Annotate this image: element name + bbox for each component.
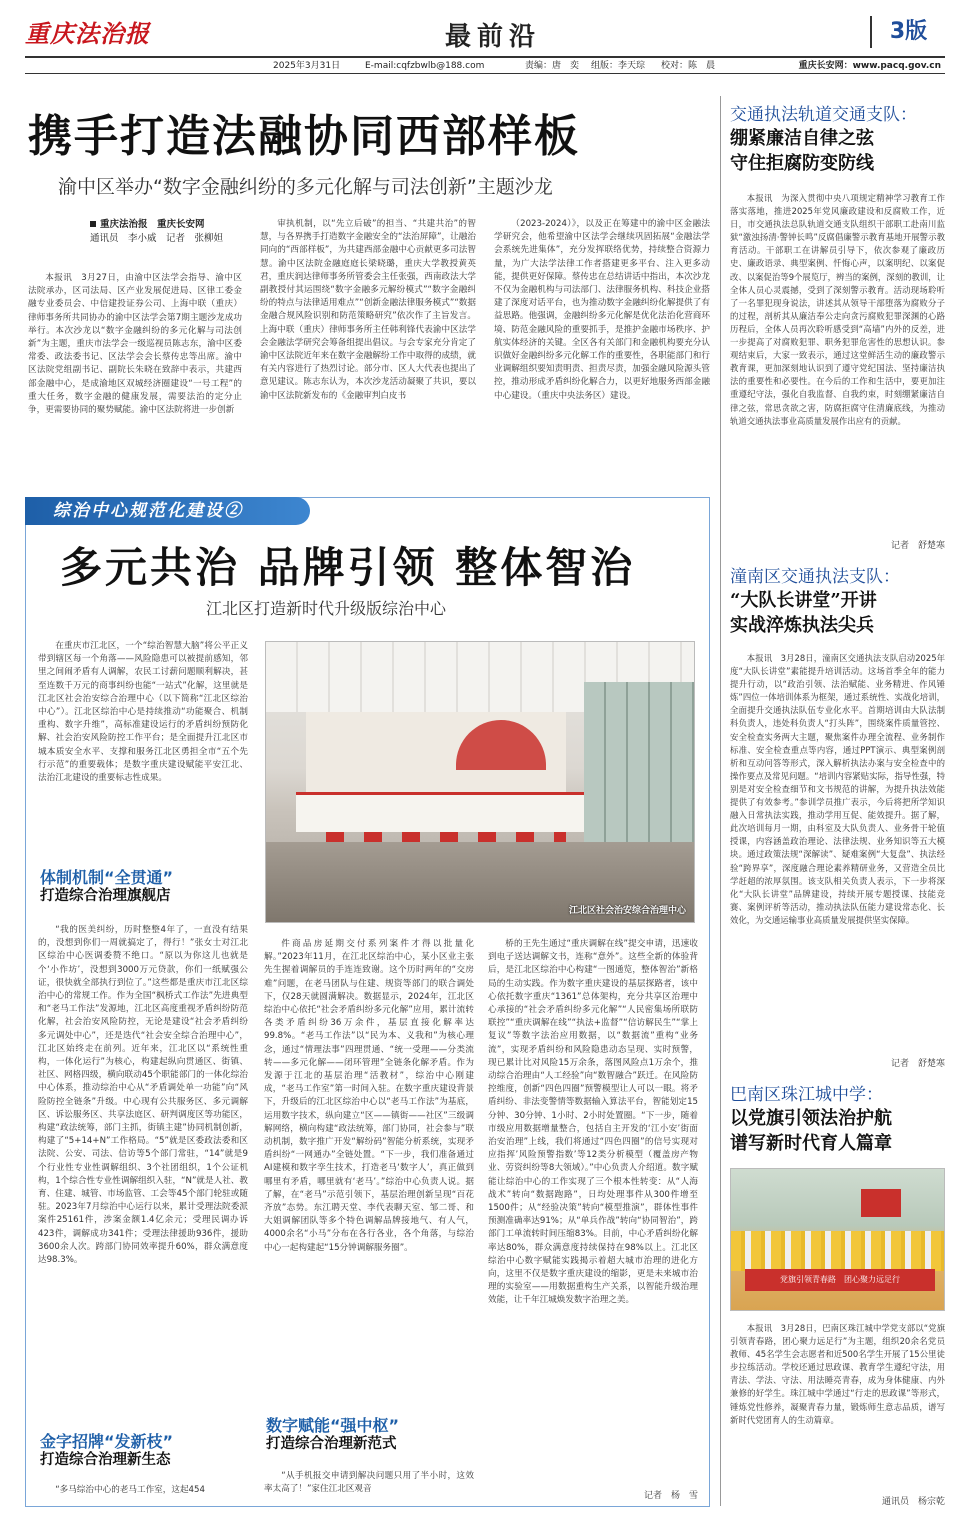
feature-column-a-tail-text: “多马综治中心的老马工作室，这起454 bbox=[55, 1485, 205, 1495]
right-article-3-body bbox=[730, 1322, 945, 1492]
feature-column-a-tail bbox=[38, 1484, 248, 1500]
subhead-2-line-2: 打造综合治理新生态 bbox=[40, 1452, 171, 1468]
editor-credit: 责编：唐 奕 bbox=[525, 61, 580, 71]
school-hike-photo bbox=[730, 1168, 945, 1311]
subhead-2-line-1: 金字招牌“发新枝” bbox=[40, 1432, 174, 1451]
lead-subheadline: 渝中区举办“数字金融纠纷的多元化解与司法创新”主题沙龙 bbox=[58, 176, 553, 198]
byline-square-icon bbox=[90, 221, 96, 227]
right-article-1-kicker: 交通执法轨道交通支队： bbox=[730, 105, 917, 125]
proof-credit: 校对：陈 晨 bbox=[661, 61, 716, 71]
right-article-2-body bbox=[730, 652, 945, 1050]
lead-column-2-text: 审执机制，以“先立后破”的担当、“共建共治”的智慧，与各界携手打造数字金融安全的“法治屏障”，让融治同向的“西部样板”，为共建西部金融中心贡献更多司法智慧。渝中区法院金融庭庭长梁晓璐，重庆大学教授黄英君，重庆润达律师事务所管委会主任张强，西南政法大学副教授付其运围绕“数字金融多元解纷模式”“数字金融纠纷的特点与法律适用难点”“创新金融法律服务模式”“数据金融合规风险识别和防范策略研究”依次作了主旨发言。上海中联（重庆）律师事务所主任韩利锋代表渝中区法学会金融法学研究会筹备组提出倡议。与会专家充分肯定了渝中区法院近年来在数字金融解纷工作中取得的成绩，就有关内容进行了热烈讨论。部分市、区人大代表也提出了意见建议。陈志东认为，本次沙龙活动凝聚了共识，要以渝中区法院新发布的《金融审判白皮书 bbox=[260, 219, 476, 401]
right-article-3-text: 本报讯 3月28日，巴南区珠江城中学党支部以“党旗引领青春路，团心聚力远足行”为主题，组织20余名党员教师、45名学生会志愿者和近500名学生开展了15公里徒步拉练活动。学校还通过思政课、教育学生遵纪守法，用青法、学法、守法、用法睡亮青春，成为身体健康、内外兼修的好学生。珠江城中学通过“行走的思政课”等形式，锤炼党性修养，凝聚青春力量，锻炼师生意志品质，谱写新时代党团育人的生动篇章。 bbox=[730, 1323, 945, 1425]
byline-authors: 通讯员 李小威 记者 张柳妲 bbox=[90, 233, 224, 244]
lead-column-3 bbox=[494, 218, 710, 478]
right-article-3-reporter: 通讯员 杨宗乾 bbox=[881, 1497, 945, 1507]
feature-column-c-text: 桥的王先生通过“重庆调解在线”提交申请，迅速收到电子送达调解文书，连称“意外”。这些全新的体验背后，是江北区综治中心构建“一图通览，整体智治”新格局的生动实践。作为数字重庆建设的基层探路者，该中心依托数字重庆“1361”总体架构，充分共享区治理中心承接的“社会矛盾纠纷多元化解”“人民密集场所联防联控”“重庆调解在线”“执法+监督”“信访解民生”“掌上复议”等数字法治应用数据，以“数据流”重构“业务流”，实现矛盾纠纷和风险隐患动态呈现、实时预警，现已累计比对风险15万余条，落图风险点1万余个，推动综合治理由“人工经验”向“数智融合”跃迁。在风险防控维度，创新“四色四圈”预警模型让人可以一眼。将矛盾纠纷、非法变警情等数据输入算法平台，智能划定15分钟、30分钟、1小时、2小时处置圈。“下一步，随着市级应用数据增量整合，包括自主开发的‘江小安’街面治安治理”上线，我们将通过“四色四圈”的信号实现对应指挥’风险预警指数’等12类分析模型（覆盖房产物业、劳资纠纷等8大领域）。”中心负责人介绍道。数字赋能让综治中心的工作实现了三个根本性转变：从“人海战术”转向“数据跑路”，日均处理事件从300件增至1500件；从“经验决策”转向“模型推演”，群体性事件预测准确率达91%；从“单兵作战”转向“协同智治”，跨部门工单流转时间压缩83%。目前，中心矛盾纠纷化解率达80%，群众满意度持续保持在98%以上。江北区综治中心数字赋能实践揭示着超大城市治理的进化方向，这里不仅是数字重庆建设的缩影，更是未来城市治理的实验室——用数据重构生产关系，以智能升级治理效能，让千年江城焕发数字治理之美。 bbox=[488, 939, 698, 1306]
feature-intro bbox=[38, 640, 248, 854]
right-article-3-head bbox=[730, 1084, 945, 1156]
feature-reporter: 记者 杨 雪 bbox=[643, 1491, 698, 1501]
photo-window bbox=[584, 682, 694, 842]
info-bar bbox=[25, 56, 945, 74]
right-article-2-text: 本报讯 3月28日，潼南区交通执法支队启动2025年度“大队长讲堂”素能提升培训活动。这场首季全年的能力提升行动，以“政治引领、法治赋能、业务精进、作风锤炼”四位一体培训体系为框架，通过系统性、实战化培训，全面提升交通执法队伍专业化水平。首期培训由大队法制科负责人，违处科负责人“打头阵”，围绕案件质量管控、安全检查实务两大主题，聚焦案件办理全流程、业务制作标准、安全检查重点等内容，通过PPT演示、典型案例剖析和互动问答等形式，深入解析执法办案与安全检查中的操作要点及常见问题。“培训内容紧贴实际，指导性强，特别是对安全检查细节和文书规范的讲解，为提升执法效能提供了有效参考。”参训学员推广表示，今后将把所学知识融入日常执法实践，推动学用互促、能效提升。据了解，此次培训每月一期，由科室及大队负责人、业务骨干轮值授课，内容涵盖政治理论、法律法规、业务知识等五大模块。通过政策法规“深解读”、疑难案例“大复盘”、执法经验“跨界享”，深度融合理论素养精研业务，又营造全员比学赶超的浓厚氛围。该支队相关负责人表示，下一步将深化“大队长讲堂”品牌建设，持续开展专题授课、技能竞赛、案例评析等活动，推动执法队伍能力建设常态化、长效化，为交通运输事业高质量发展提供坚实保障。 bbox=[730, 653, 945, 925]
photo-banner: 党旗引领青春路 团心聚力远足行 bbox=[745, 1269, 935, 1291]
students-group bbox=[731, 1231, 944, 1271]
right-article-1-head bbox=[730, 104, 945, 176]
feature-column-b-tail bbox=[264, 1470, 474, 1500]
feature-column-b-tail-text: “从手机报交申请到解决问题只用了半小时，这效率太高了！”家住江北区观音 bbox=[264, 1471, 474, 1495]
section-name: 最前沿 bbox=[445, 22, 542, 52]
subhead-1 bbox=[40, 868, 173, 906]
lead-column-1-text: 本报讯 3月27日，由渝中区法学会指导、渝中区法院承办，区司法局、区产业发展促进局、区律工委金融专业委员会、中信建投证券公司、上海中联（重庆）律师事务所共同协办的渝中区法学会第7期主题沙龙成功举行。本次沙龙以“数字金融纠纷的多元化解与司法创新”为主题，重庆市法学会一级巡视员陈志东，渝中区委常委、政法委书记、区法学会会长蔡传忠等出席。渝中区法院党组副书记、副院长朱晓在致辞中表示，共建西部金融中心，是成渝地区双城经济圈建设“一号工程”的重大任务，数字金融的健康发展，需要法治的定分止争，更需要协同的聚势赋能。渝中区法院将进一步创新 bbox=[28, 273, 242, 416]
series-tag: 综治中心规范化建设② bbox=[25, 497, 310, 525]
center-hall-photo bbox=[265, 641, 695, 923]
newspaper-logo: 重庆法治报 bbox=[25, 19, 150, 48]
subhead-2 bbox=[40, 1432, 173, 1470]
issue-date: 2025年3月31日 bbox=[273, 61, 341, 71]
right-article-1-title-line-2: 守住拒腐防变防线 bbox=[730, 153, 874, 174]
subhead-1-line-2: 打造综合治理旗舰店 bbox=[40, 888, 171, 904]
lead-column-3-text: （2023-2024）》，以及正在筹建中的渝中区金融法学研究会，他希望渝中区法学会继续巩固拓展“金融法学会系统先进集体”，充分发挥联络优势，持续整合资源力量，为广大法学法律工作者搭建更多平台、注入更多动能，提供更好保障。蔡传忠在总结讲话中指出，本次沙龙不仅为金融机构与司法部门、法律服务机构、科技企业搭建了深度对话平台，也为推动数字金融纠纷化解提供了有益思路。他强调，金融纠纷多元化解是优化法治化营商环境、防范金融风险的重要抓手，是推护金融市场秩序、护航实体经济的关键。全区各有关部门和金融机构要充分认识做好金融纠纷多元化解工作的重要性，各职能部门和行业调解组织要知责明责、担责尽责，加强金融风险源头管控，推动形成矛盾纠纷化解合力，以更好地服务西部金融中心建设。（重庆中央法务区）建设。 bbox=[494, 219, 710, 401]
right-article-1-text: 本报讯 为深入贯彻中央八项规定精神学习教育工作落实落地，推进2025年党风廉政建设和反腐败工作，近日，市交通执法总队轨道交通支队组织干部职工赴南川监狱“激浊扬清·警钟长鸣”反腐倡廉警示教育基地开展警示教育活动。干部职工在讲解员引导下，依次参观了廉政历史、廉政语录、典型案例、忏悔心声，以案明纪、以案促改、以案促治等9个展览厅，辨当的案例，深刻的教训，让全体人员心灵震撼，受到了深刻警示教育。活动现场聆听了一名罪犯现身说法，讲述其从领导干部堕落为腐败分子的过程，剖析其从廉洁奉公走向贪污腐败犯罪深渊的心路历程后，全体人员再次聆听感受到“高墙”内外的反差，进一步提高了对腐败犯罪、职务犯罪危害性的思想认识。参观结束后，大家一致表示，通过这堂鲜活生动的廉政警示教育课，更加深刻地认识到了遵守党纪国法、坚持廉洁执法的重要性和必要性。在今后的工作和生活中，要更加注重遵纪守法，强化自我监督、自我约束，时刻绷紧廉洁自律之弦，常思贪欲之害，防腐拒腐守住清廉底线，为推动轨道交通执法事业高质量发展作出应有的贡献。 bbox=[730, 193, 945, 426]
feature-column-b-text: 件商品房延期交付系列案件才得以批量化解。”2023年11月，在江北区综治中心，某小区业主张先生握着调解员的手连连致谢。这个历时两年的“交房难”问题，在老马团队与住建、规资等部门的联合调处下，仅28天就圆满解决。数据显示，2024年，江北区综治中心依托“社会矛盾纠纷多元化解”应用，累计流转各类矛盾纠纷36万余件，基层直接化解率达99.8%。“老马工作法”以“民为本、义我和”为核心理念，通过“情理法事”四理贯通、“统一受理——分类流转——多元化解——闭环管理”全链条化解矛盾。作为发源于江北的基层治理“活教材”，综治中心刚建成，“老马工作室”第一时间入驻。在数字重庆建设背景下，升级后的江北区综治中心以“老马工作法”为基底，运用数字技术，纵向建立“区——镇街——社区”三级调解网络，横向构建“政法统筹，部门协同，社会参与”联动机制，数字推广开发“解纷码”智能分析系统，实现矛盾纠纷“一网通办”全链处置。“下一步，我们准备通过AI建模和数字孪生技术，打造老马‘数字人’，真正做到哪里有矛盾，哪里就有‘老马’。”综治中心负责人说。据了解，在“老马”示范引领下，基层治理创新呈现“百花齐放”态势。东江聘天堂、李代表聊天室、邹二哥、和大姐调解团队等多个特色调解品牌接地气、有人气，4000余名“小马”分布在各行各业，各个角落，与综治中心一起构建起“15分钟调解服务圈”。 bbox=[264, 939, 474, 1253]
right-article-1-body bbox=[730, 192, 945, 532]
masthead bbox=[25, 12, 945, 52]
right-article-3-kicker: 巴南区珠江城中学： bbox=[730, 1085, 883, 1105]
website-credit: 重庆长安网：www.pacq.gov.cn bbox=[798, 61, 941, 71]
feature-column-a-text: “我的医美纠纷，历时整整4年了，一直没有结果的，没想到你们一周就搞定了，得行！”张女士对江北区综治中心医调委赞不绝口。“原以为你这儿也就是个‘小作坊’，没想到3000万元贷款，你们一纸赋强公证，很快就全部执行到位了。”这些都是重庆市江北区综治中心的常规工作。作为全国“枫桥式工作法”先进典型和“老马工作法”发源地，江北区高度重视矛盾纠纷防范化解，社会治安风险防控，无论是建设“社会矛盾纠纷多元调处中心”，还是迭代“社会安全综合治理中心”，江北区始终走在前列。近年来，江北区以“系统性重构，一体化运行”为核心，构建起纵向贯通区、街镇、社区、网格四级，横向联动45个职能部门的一体化综治中心体系，推动综治中心从“矛盾调处单一功能”向“风险防控全链条”升级。中心现有公共服务区、多元调解区、诉讼服务区、共享法庭区、研判调度区等功能区，构建“政法统筹，部门主抓，街镇主建”协同机制创新，构建了“5+14+N”工作格局。“5”就是区委政法委和区法院、公安、司法、信访等5个部门常驻，“14”就是9个行业性专业性调解组织、3个社团组织，1个公证机构，1个综合性专业性调解组织入驻，“N”就是人社、教育、住建、城管、市场监管、工会等45个部门轮驻或随驻。2023年7月综治中心运行以来，累计受理法院委派案件25161件，涉案金额1.4亿余元；受理民调办诉423件，调解成功341件；受理法律援助936件，援助3600余人次。跨部门协同效率提升60%，群众满意度达98.3%。 bbox=[38, 925, 248, 1266]
contact-email: E-mail:cqfzbwlb@188.com bbox=[365, 61, 485, 71]
lead-byline bbox=[90, 218, 240, 246]
lead-headline: 携手打造法融协同西部样板 bbox=[28, 111, 580, 162]
right-article-2-kicker: 潼南区交通执法支队： bbox=[730, 567, 900, 587]
subhead-3 bbox=[266, 1416, 399, 1454]
page-number-badge: 3版 bbox=[870, 16, 945, 48]
photo-service-counter bbox=[296, 792, 606, 832]
right-article-3-title-line-2: 谱写新时代育人篇章 bbox=[730, 1133, 892, 1154]
subhead-3-line-1: 数字赋能“强中枢” bbox=[266, 1416, 400, 1435]
right-article-2-title-line-2: 实战淬炼执法尖兵 bbox=[730, 615, 874, 636]
photo-caption: 江北区社会治安综合治理中心 bbox=[568, 906, 686, 916]
feature-headline: 多元共治 品牌引领 整体智治 bbox=[60, 543, 636, 592]
byline-outlets: 重庆法治报 重庆长安网 bbox=[100, 219, 205, 230]
feature-subheadline: 江北区打造新时代升级版综治中心 bbox=[206, 599, 447, 618]
subhead-3-line-2: 打造综合治理新范式 bbox=[266, 1436, 397, 1452]
subhead-1-line-1: 体制机制“全贯通” bbox=[40, 868, 174, 887]
party-flag-icon bbox=[861, 1189, 901, 1217]
layout-credit: 组版：李天琮 bbox=[591, 61, 646, 71]
feature-column-b bbox=[264, 938, 474, 1408]
right-article-1-title-line-1: 绷紧廉洁自律之弦 bbox=[730, 128, 874, 149]
right-article-2-head bbox=[730, 566, 945, 638]
right-column-divider bbox=[720, 96, 721, 1506]
right-article-2-title-line-1: “大队长讲堂”开讲 bbox=[730, 590, 877, 611]
feature-column-c bbox=[488, 938, 698, 1486]
feature-intro-text: 在重庆市江北区，一个“综治智慧大脑”将公平正义带到辖区每一个角落——风险隐患可以被提前感知，邻里之间闹矛盾有人调解，农民工讨薪问题顺利解决，甚至连数千万元的商事纠纷也能“一站式”化解，这里就是江北区社会治安综合治理中心（以下简称“江北区综治中心”）。江北区综治中心是持续推动“功能聚合、机制重构、数字升维”，高标准建设运行的矛盾纠纷预防化解、社会治安风险防控工作平台；是全面提升江北区市城本质安全水平、支撑和服务江北区勇担全市“五个先行示范”的重要载体；是数字重庆建设赋能平安江北、法治江北建设的重要标志性成果。 bbox=[38, 641, 248, 784]
right-article-3-title-line-1: 以党旗引领法治护航 bbox=[730, 1108, 892, 1129]
right-article-2-reporter: 记者 舒楚寒 bbox=[890, 1059, 945, 1069]
lead-column-2 bbox=[260, 218, 476, 478]
lead-column-1 bbox=[28, 272, 242, 477]
right-article-1-reporter: 记者 舒楚寒 bbox=[890, 541, 945, 551]
feature-column-a bbox=[38, 924, 248, 1424]
